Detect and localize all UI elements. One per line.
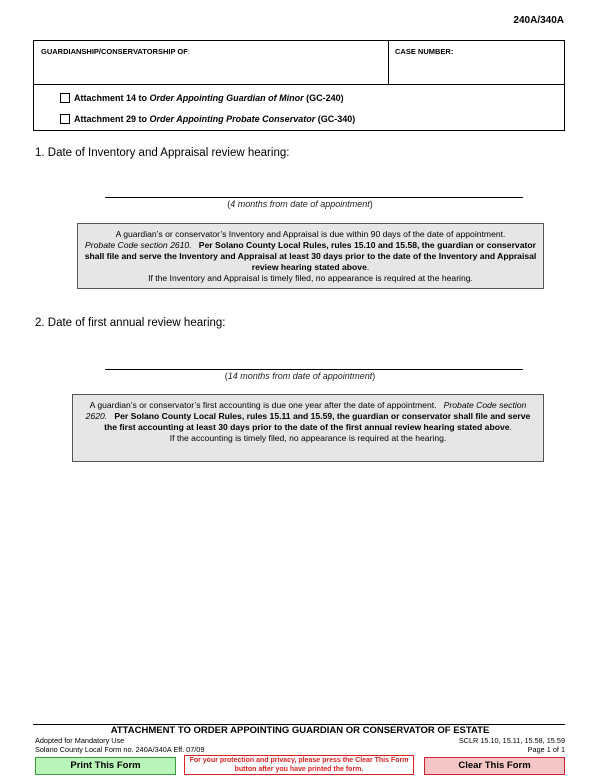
item-1-label: 1. Date of Inventory and Appraisal review hearing: xyxy=(35,147,290,159)
item-1-notice-rule: Probate Code section 2610. Per Solano County Local Rules, rules 15.10 and 15.58, the guardian or conservator shall file and serve the Inventory and Appraisal at least 30 days prior to the date of the Inventory and Appraisal review hearing stated above. xyxy=(84,240,537,272)
footer-adopted: Adopted for Mandatory Use xyxy=(35,736,125,745)
item-1-notice xyxy=(77,223,544,289)
attachment-29-label: Attachment 29 to Order Appointing Probate Conservator (GC-340) xyxy=(74,114,356,124)
footer-page: Page 1 of 1 xyxy=(527,745,565,754)
clear-form-button[interactable]: Clear This Form xyxy=(424,757,565,775)
item-1-date-field[interactable] xyxy=(105,197,523,198)
attachment-14-checkbox[interactable] xyxy=(60,93,70,103)
item-2-notice-rule: A guardian’s or conservator’s first accounting is due one year after the date of appointment. Probate Code section 2620. Per Solano County Local Rules, rules 15.11 and 15.59, the guardian or conservator shall file and serve the first accounting at least 30 days prior to the date of the first annual review hearing stated above. xyxy=(85,400,531,432)
attachment-29-option[interactable] xyxy=(60,114,355,124)
caption-box xyxy=(33,40,565,131)
case-number-label: CASE NUMBER: xyxy=(395,47,454,56)
footer-title: ATTACHMENT TO ORDER APPOINTING GUARDIAN OR CONSERVATOR OF ESTATE xyxy=(110,725,490,736)
attachment-14-option[interactable] xyxy=(60,93,344,103)
item-1-notice-line1: A guardian’s or conservator’s Inventory and Appraisal is due within 90 days of the date of appointment. xyxy=(115,229,506,239)
footer-local-form: Solano County Local Form no. 240A/340A Eff. 07/09 xyxy=(35,745,205,754)
item-2-notice-last: If the accounting is timely filed, no appearance is required at the hearing. xyxy=(169,433,447,443)
caption-divider xyxy=(388,41,389,85)
item-2-notice xyxy=(72,394,544,462)
attachment-29-checkbox[interactable] xyxy=(60,114,70,124)
party-label: GUARDIANSHIP/CONSERVATORSHIP OF: xyxy=(41,47,190,56)
item-2-label: 2. Date of first annual review hearing: xyxy=(35,317,226,329)
print-form-button[interactable]: Print This Form xyxy=(35,757,176,775)
item-2-hint: (14 months from date of appointment) xyxy=(224,371,376,381)
item-1-hint: (4 months from date of appointment) xyxy=(227,199,373,209)
caption-header-row xyxy=(34,41,564,85)
item-2-date-field[interactable] xyxy=(105,369,523,370)
privacy-notice: For your protection and privacy, please press the Clear This Form button after you have printed the form. xyxy=(184,755,414,775)
attachment-14-label: Attachment 14 to Order Appointing Guardian of Minor (GC-240) xyxy=(74,93,344,103)
footer-rules: SCLR 15.10, 15.11, 15.58, 15.59 xyxy=(458,736,565,745)
item-1-notice-last: If the Inventory and Appraisal is timely filed, no appearance is required at the hearing. xyxy=(148,273,473,283)
form-number: 240A/340A xyxy=(513,15,564,26)
